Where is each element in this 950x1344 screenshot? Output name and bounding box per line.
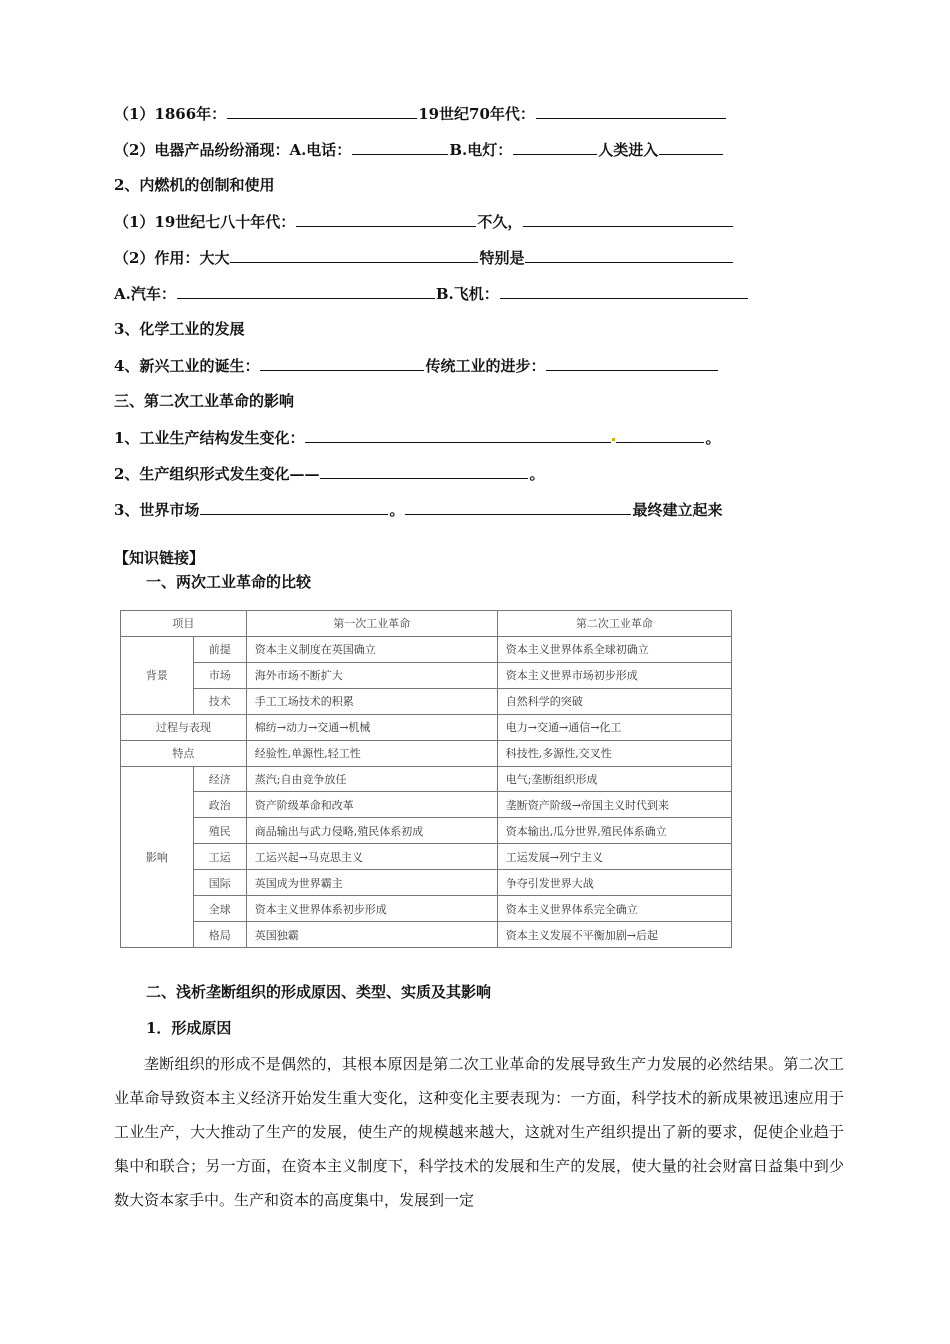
answer-blank[interactable]	[230, 247, 478, 263]
table-cell: 手工工场技术的积累	[246, 688, 497, 714]
table-cell: 资本主义世界体系初步形成	[246, 896, 497, 922]
line-text: （1）1866年：	[114, 105, 227, 123]
table-cell: 电气;垄断组织形成	[497, 766, 731, 792]
table-cell: 经济	[193, 766, 246, 792]
table-row	[121, 611, 732, 637]
table-cell: 英国成为世界霸主	[246, 870, 497, 896]
table-cell: 殖民	[193, 818, 246, 844]
knowledge-title: 【知识链接】	[114, 549, 205, 567]
table-cell: 蒸汽;自由竞争放任	[246, 766, 497, 792]
line-text: （1）19世纪七八十年代：	[114, 213, 296, 231]
answer-blank[interactable]	[320, 463, 528, 479]
line-text: 三、第二次工业革命的影响	[114, 392, 295, 410]
table-row	[121, 870, 732, 896]
line-text: 特别是	[479, 249, 525, 267]
table-row	[121, 636, 732, 662]
table-row	[121, 740, 732, 766]
answer-blank[interactable]	[260, 355, 424, 371]
question-line-4	[114, 247, 734, 268]
table-group-label: 背景	[121, 636, 194, 714]
table-cell: 资本主义世界市场初步形成	[497, 662, 731, 688]
table-cell: 工运	[193, 844, 246, 870]
table-row	[121, 818, 732, 844]
answer-blank[interactable]	[546, 355, 718, 371]
table-header: 第二次工业革命	[497, 611, 731, 637]
table-cell: 格局	[193, 922, 246, 948]
table-cell: 工运兴起→马克思主义	[246, 844, 497, 870]
line-text: 19世纪70年代：	[418, 105, 535, 123]
table-cell: 国际	[193, 870, 246, 896]
line-text: 最终建立起来	[632, 501, 723, 519]
question-line-3	[114, 211, 734, 232]
line-text: 3、化学工业的发展	[114, 320, 245, 338]
line-text: A.汽车：	[114, 285, 176, 303]
line-text: （2）电器产品纷纷涌现：A.电话：	[114, 141, 352, 159]
table-cell: 商品输出与武力侵略,殖民体系初成	[246, 818, 497, 844]
line-text: 传统工业的进步：	[425, 357, 546, 375]
section-heading-chemical	[114, 319, 244, 339]
table-cell: 海外市场不断扩大	[246, 662, 497, 688]
table-cell: 政治	[193, 792, 246, 818]
question-line-5	[114, 283, 749, 304]
table-cell: 市场	[193, 662, 246, 688]
table-cell: 经验性,单源性,轻工性	[246, 740, 497, 766]
table-cell: 科技性,多源性,交叉性	[497, 740, 731, 766]
table-cell: 棉纺→动力→交通→机械	[246, 714, 497, 740]
table-row	[121, 792, 732, 818]
table-cell: 资本主义世界体系完全确立	[497, 896, 731, 922]
line-text: 2、生产组织形式发生变化——	[114, 465, 320, 483]
section-monopoly-title: 二、浅析垄断组织的形成原因、类型、实质及其影响	[146, 983, 492, 1001]
table-header: 第一次工业革命	[246, 611, 497, 637]
answer-blank[interactable]	[227, 103, 417, 119]
table-cell: 英国独霸	[246, 922, 497, 948]
table-cell: 工运发展→列宁主义	[497, 844, 731, 870]
table-row	[121, 766, 732, 792]
table-cell: 资产阶级革命和改革	[246, 792, 497, 818]
table-header: 项目	[121, 611, 247, 637]
line-text: 。	[705, 429, 721, 447]
line-text: 。	[529, 465, 545, 483]
answer-blank[interactable]	[616, 427, 704, 443]
table-cell: 争夺引发世界大战	[497, 870, 731, 896]
table-group-label: 过程与表现	[121, 714, 247, 740]
line-text: 2、内燃机的创制和使用	[114, 176, 275, 194]
section-heading-impact	[114, 391, 294, 411]
table-group-label: 影响	[121, 766, 194, 947]
table-cell: 垄断资产阶级→帝国主义时代到来	[497, 792, 731, 818]
table-cell: 资本输出,瓜分世界,殖民体系确立	[497, 818, 731, 844]
dot-mark	[612, 438, 615, 441]
table-row	[121, 844, 732, 870]
answer-blank[interactable]	[500, 283, 748, 299]
table-cell: 资本主义世界体系全球初确立	[497, 636, 731, 662]
table-cell: 资本主义制度在英国确立	[246, 636, 497, 662]
line-text: 。	[389, 501, 405, 519]
line-text: 人类进入	[598, 141, 659, 159]
section-comparison-title: 一、两次工业革命的比较	[146, 573, 312, 591]
subsection-cause-title: 1．形成原因	[146, 1019, 232, 1037]
answer-blank[interactable]	[405, 499, 631, 515]
question-line-1	[114, 103, 727, 124]
comparison-table	[120, 610, 732, 948]
line-text: B.飞机：	[435, 285, 499, 303]
table-cell: 电力→交通→通信→化工	[497, 714, 731, 740]
body-paragraph: 垄断组织的形成不是偶然的，其根本原因是第二次工业革命的发展导致生产力发展的必然结果。第二次工业革命导致资本主义经济开始发生重大变化，这种变化主要表现为：一方面，科学技术的新成果被迅速应用于工业生产，大大推动了生产的发展，使生产的规模越来越大，这就对生产组织提出了新的要求，促使企业趋于集中和联合；另一方面，在资本主义制度下，科学技术的发展和生产的发展，使大量的社会财富日益集中到少数大资本家手中。生产和资本的高度集中，发展到一定	[114, 1055, 844, 1209]
answer-blank[interactable]	[200, 499, 388, 515]
line-text: 4、新兴工业的诞生：	[114, 357, 260, 375]
answer-blank[interactable]	[296, 211, 476, 227]
answer-blank[interactable]	[177, 283, 435, 299]
question-line-2	[114, 139, 724, 160]
question-line-9	[114, 499, 722, 520]
answer-blank[interactable]	[525, 247, 733, 263]
table-row	[121, 714, 732, 740]
table-cell: 前提	[193, 636, 246, 662]
line-text: （2）作用：大大	[114, 249, 230, 267]
table-cell: 自然科学的突破	[497, 688, 731, 714]
line-text: B.电灯：	[449, 141, 513, 159]
question-line-7	[114, 427, 720, 448]
table-cell: 技术	[193, 688, 246, 714]
line-text: 1、工业生产结构发生变化：	[114, 429, 305, 447]
answer-blank[interactable]	[352, 139, 448, 155]
question-line-6	[114, 355, 719, 376]
section-heading-combustion	[114, 175, 274, 195]
table-group-label: 特点	[121, 740, 247, 766]
table-row	[121, 662, 732, 688]
table-cell: 资本主义发展不平衡加剧→后起	[497, 922, 731, 948]
answer-blank[interactable]	[659, 139, 723, 155]
answer-blank[interactable]	[305, 427, 611, 443]
table-row	[121, 688, 732, 714]
table-cell: 全球	[193, 896, 246, 922]
answer-blank[interactable]	[536, 103, 726, 119]
table-row	[121, 922, 732, 948]
question-line-8	[114, 463, 544, 484]
line-text: 3、世界市场	[114, 501, 200, 519]
answer-blank[interactable]	[523, 211, 733, 227]
table-row	[121, 896, 732, 922]
line-text: 不久，	[477, 213, 523, 231]
answer-blank[interactable]	[513, 139, 597, 155]
